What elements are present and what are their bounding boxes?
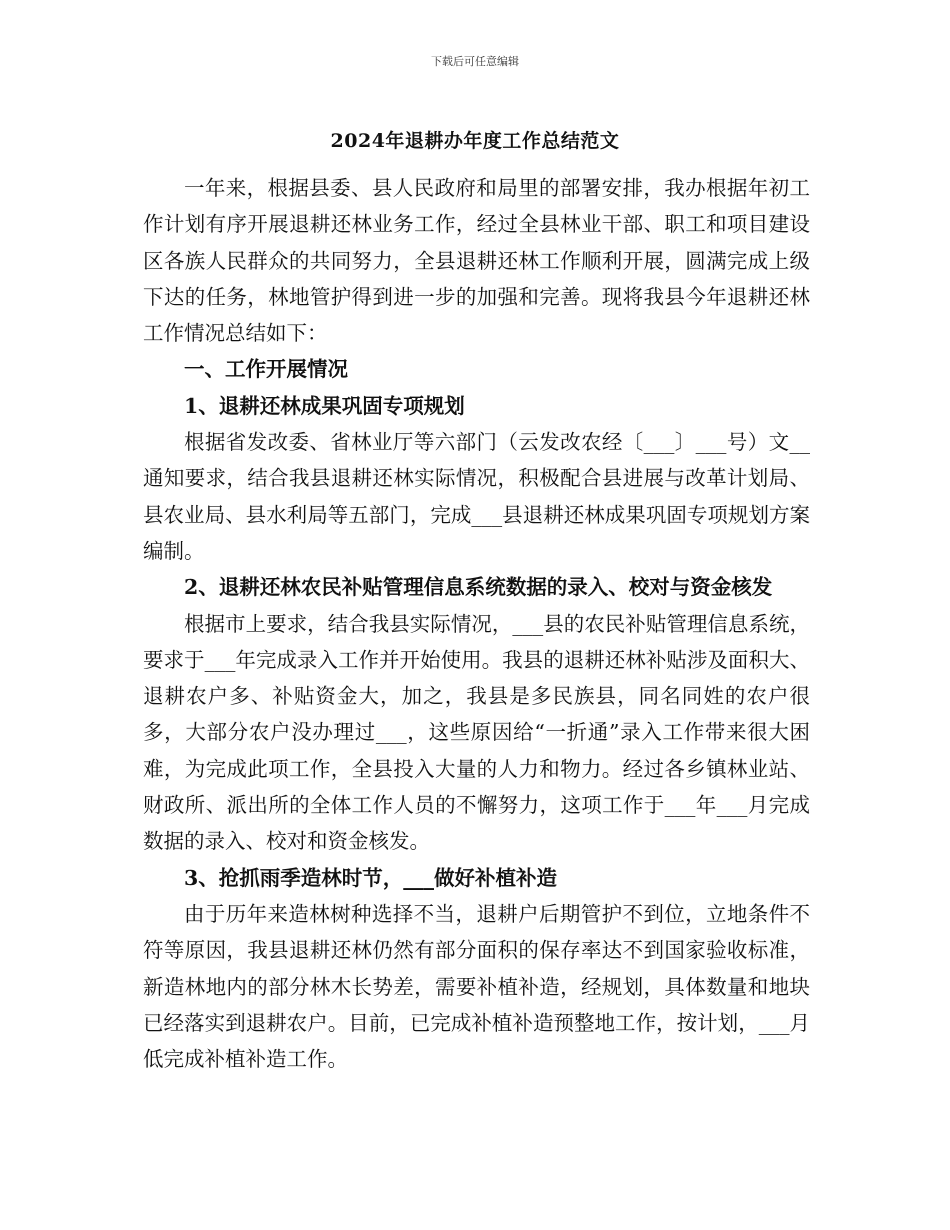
document-title: 2024年退耕办年度工作总结范文 (330, 130, 620, 152)
subheading-subsidy-system: 2、退耕还林农民补贴管理信息系统数据的录入、校对与资金核发 (184, 575, 773, 600)
paragraph-replanting: 由于历年来造林树种选择不当，退耕户后期管护不到位，立地条件不符等原因，我县退耕还林仍然有部分面积的保存率达不到国家验收标准，新造林地内的部分林木长势差，需要补植补造，经规划，具体数量和地块已经落实到退耕农户。目前，已完成补植补造预整地工作，按计划，___月低完成补植补造工作。 (143, 901, 810, 1072)
header-note: 下载后可任意编辑 (431, 55, 519, 68)
subheading-special-plan: 1、退耕还林成果巩固专项规划 (184, 393, 465, 418)
paragraph-subsidy-system: 根据市上要求，结合我县实际情况，___县的农民补贴管理信息系统，要求于___年完成录入工作并开始使用。我县的退耕还林补贴涉及面积大、退耕农户多、补贴资金大，加之，我县是多民族县，同名同姓的农户很多，大部分农户没办理过___，这些原因给“一折通”录入工作带来很大困难，为完成此项工作，全县投入大量的人力和物力。经过各乡镇林业站、财政所、派出所的全体工作人员的不懈努力，这项工作于___年___月完成数据的录入、校对和资金核发。 (143, 611, 810, 854)
document-body (143, 170, 810, 1077)
subheading-replanting: 3、抢抓雨季造林时节，___做好补植补造 (184, 865, 558, 890)
intro-paragraph: 一年来，根据县委、县人民政府和局里的部署安排，我办根据年初工作计划有序开展退耕还林业务工作，经过全县林业干部、职工和项目建设区各族人民群众的共同努力，全县退耕还林工作顺利开展，圆满完成上级下达的任务，林地管护得到进一步的加强和完善。现将我县今年退耕还林工作情况总结如下： (143, 176, 810, 346)
section-heading-work-status: 一、工作开展情况 (184, 357, 348, 382)
paragraph-special-plan: 根据省发改委、省林业厅等六部门（云发改农经〔___〕___号）文__通知要求，结合我县退耕还林实际情况，积极配合县进展与改革计划局、县农业局、县水利局等五部门，完成___县退耕还林成果巩固专项规划方案编制。 (143, 430, 810, 563)
